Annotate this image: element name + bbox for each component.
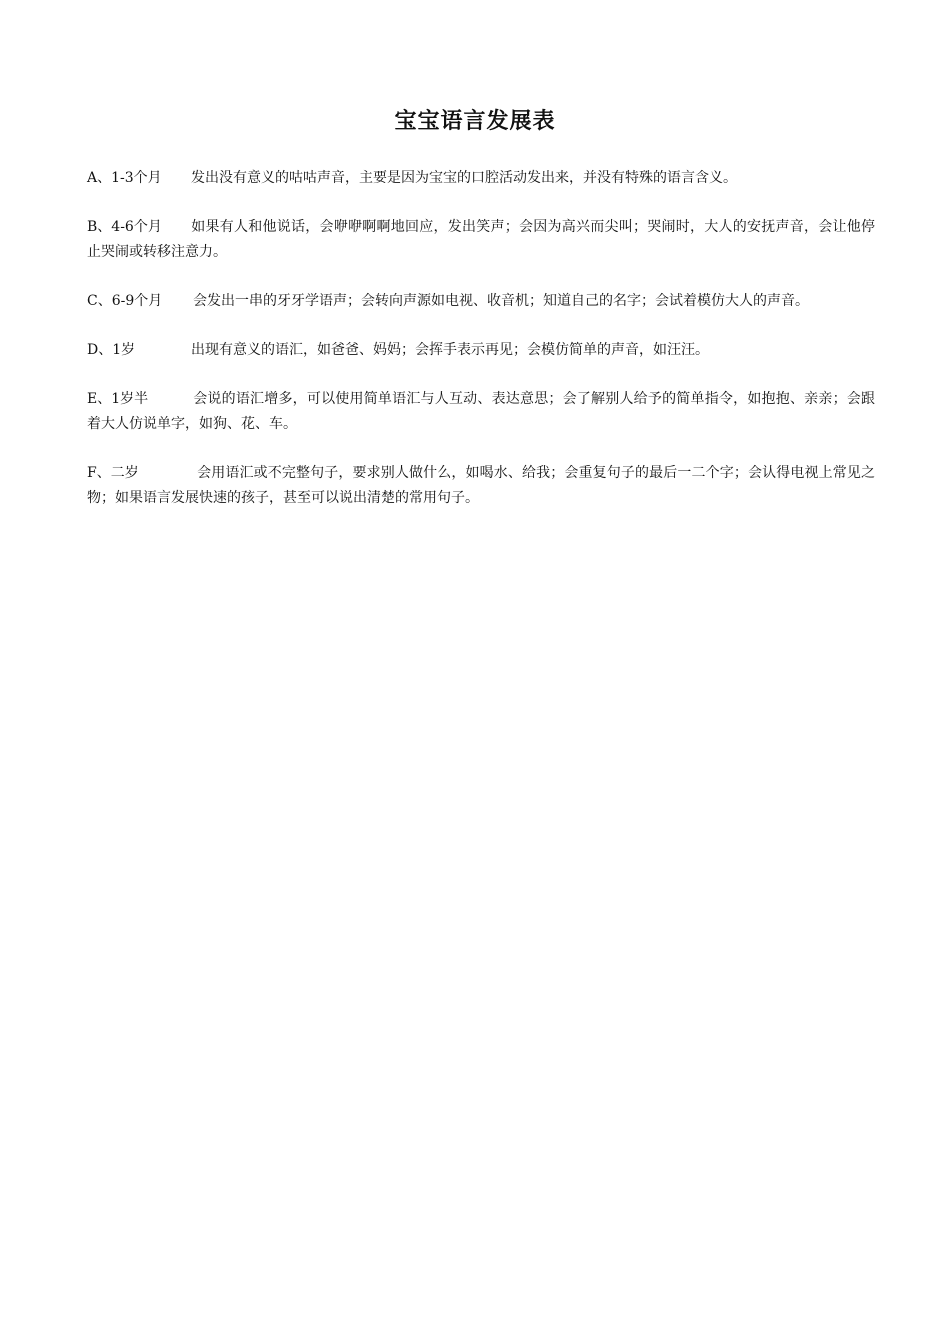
entry-label: D、1岁 xyxy=(87,342,136,358)
entry-c xyxy=(87,289,875,314)
entry-d xyxy=(87,338,875,363)
entry-label: E、1岁半 xyxy=(87,391,149,407)
entry-label: B、4-6个月 xyxy=(87,219,162,235)
entry-text: 会发出一串的牙牙学语声；会转向声源如电视、收音机；知道自己的名字；会试着模仿大人的声音。 xyxy=(193,293,809,309)
document-title: 宝宝语言发展表 xyxy=(394,109,556,134)
entry-text: 发出没有意义的咕咕声音，主要是因为宝宝的口腔活动发出来，并没有特殊的语言含义。 xyxy=(191,170,737,186)
entry-list xyxy=(87,166,875,535)
entry-b xyxy=(87,215,875,265)
entry-a xyxy=(87,166,875,191)
entry-e xyxy=(87,387,875,437)
entry-text: 会用语汇或不完整句子，要求别人做什么，如喝水、给我；会重复句子的最后一二个字；会认得电视上常见之物；如果语言发展快速的孩子，甚至可以说出清楚的常用句子。 xyxy=(87,465,875,506)
entry-text: 会说的语汇增多，可以使用简单语汇与人互动、表达意思；会了解别人给予的简单指令，如抱抱、亲亲；会跟着大人仿说单字，如狗、花、车。 xyxy=(87,391,875,432)
entry-label: F、二岁 xyxy=(87,465,139,481)
entry-label: C、6-9个月 xyxy=(87,293,163,309)
entry-f xyxy=(87,461,875,511)
entry-label: A、1-3个月 xyxy=(87,170,162,186)
entry-text: 出现有意义的语汇，如爸爸、妈妈；会挥手表示再见；会模仿简单的声音，如汪汪。 xyxy=(191,342,709,358)
entry-text: 如果有人和他说话，会咿咿啊啊地回应，发出笑声；会因为高兴而尖叫；哭闹时，大人的安抚声音，会让他停止哭闹或转移注意力。 xyxy=(87,219,875,260)
